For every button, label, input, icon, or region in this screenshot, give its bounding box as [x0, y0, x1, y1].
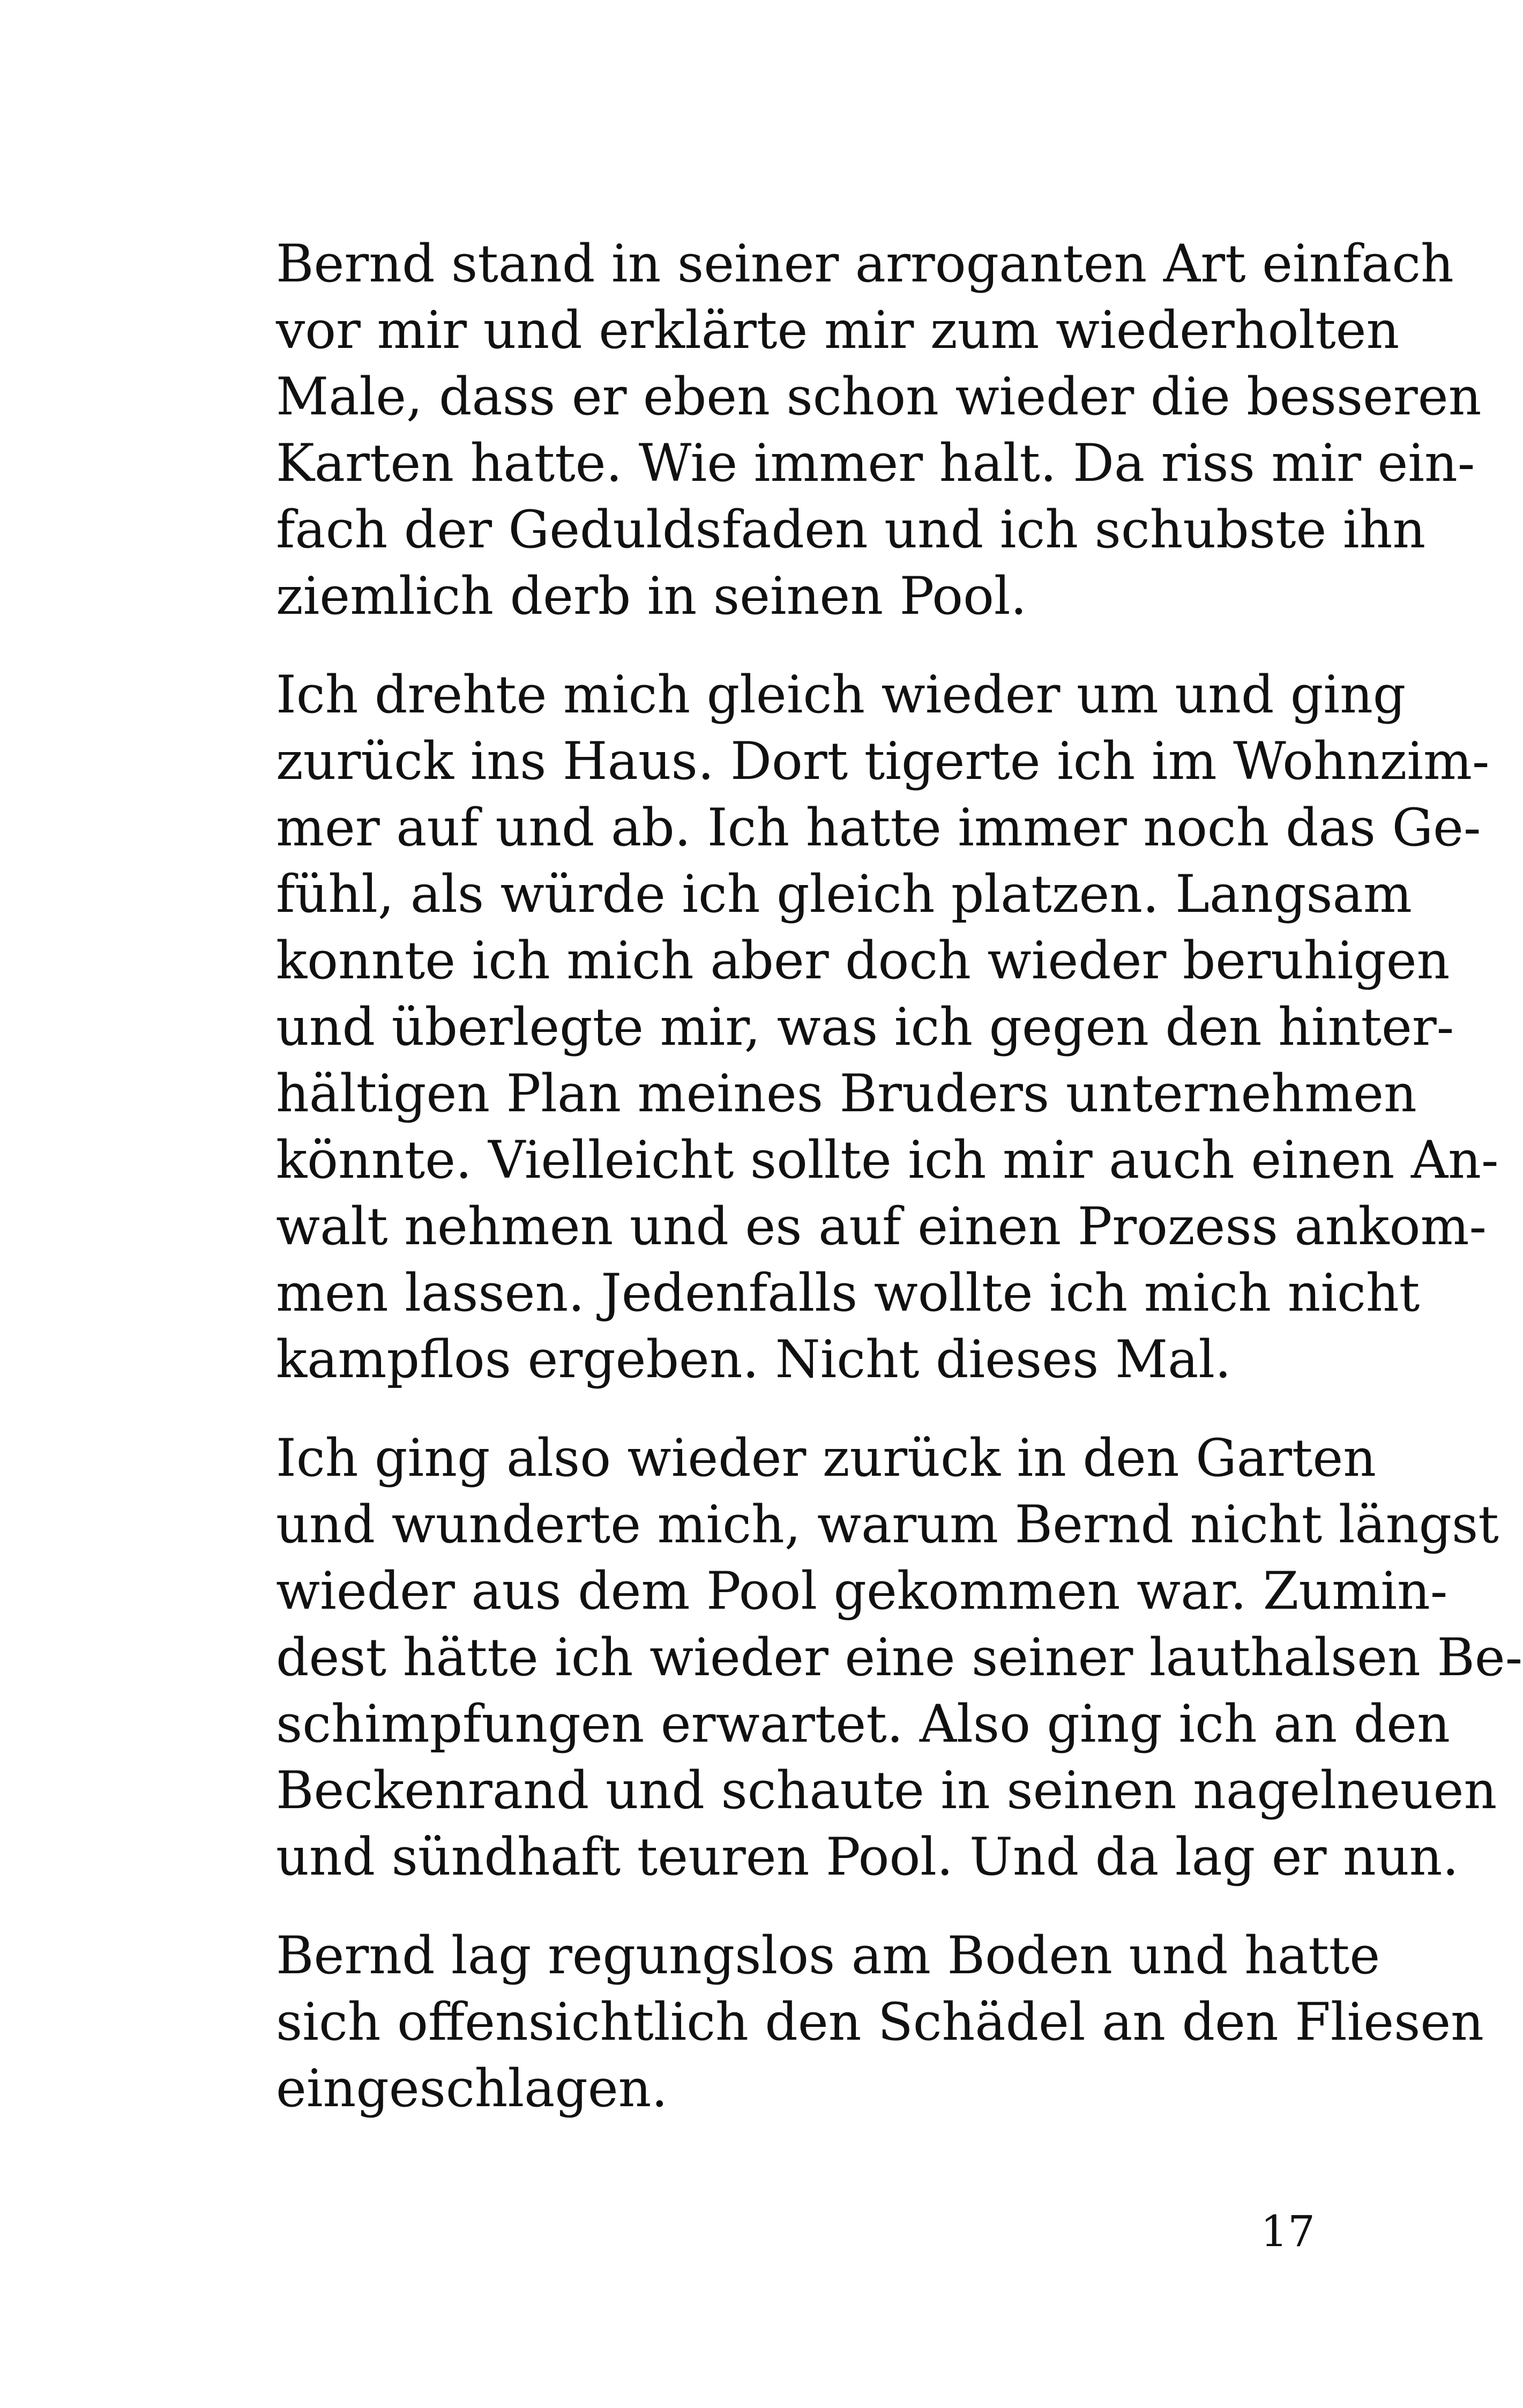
text-line: eingeschlagen. [276, 2058, 668, 2119]
text-line: ziemlich derb in seinen Pool. [276, 566, 1027, 626]
paragraph-4 [214, 1922, 1484, 2122]
paragraph-2 [214, 662, 1499, 1393]
text-line: Karten hatte. Wie immer halt. Da riss mir ein- [276, 433, 1475, 493]
text-line: Ich ging also wieder zurück in den Garten [276, 1428, 1377, 1488]
text-line: dest hätte ich wieder eine seiner lauthalsen Be- [276, 1627, 1523, 1688]
text-line: mer auf und ab. Ich hatte immer noch das Ge- [276, 798, 1481, 858]
text-line: Bernd stand in seiner arroganten Art einfach [276, 234, 1454, 294]
text-line: fach der Geduldsfaden und ich schubste ihn [276, 500, 1426, 560]
paragraph-1 [214, 231, 1482, 629]
text-line: konnte ich mich aber doch wieder beruhigen [276, 931, 1450, 991]
text-line: schimpfungen erwartet. Also ging ich an den [276, 1694, 1450, 1754]
body-text [214, 231, 1523, 2154]
text-line: Bernd lag regungslos am Boden und hatte [276, 1926, 1380, 1986]
text-line: wieder aus dem Pool gekommen war. Zumin- [276, 1561, 1448, 1621]
text-line: zurück ins Haus. Dort tigerte ich im Wohnzim- [276, 731, 1490, 791]
text-line: Ich drehte mich gleich wieder um und ging [276, 665, 1406, 725]
text-line: vor mir und erklärte mir zum wiederholten [276, 300, 1400, 360]
text-line: Beckenrand und schaute in seinen nagelneuen [276, 1760, 1497, 1820]
page-number: 17 [1260, 2206, 1315, 2256]
paragraph-3 [214, 1425, 1523, 1890]
text-line: fühl, als würde ich gleich platzen. Langsam [276, 864, 1412, 924]
text-line: men lassen. Jedenfalls wollte ich mich nicht [276, 1263, 1420, 1323]
text-line: kampflos ergeben. Nicht dieses Mal. [276, 1329, 1231, 1389]
text-line: sich offensichtlich den Schädel an den Fliesen [276, 1992, 1484, 2052]
text-line: könnte. Vielleicht sollte ich mir auch einen An- [276, 1130, 1499, 1190]
text-line: und sündhaft teuren Pool. Und da lag er nun. [276, 1827, 1459, 1887]
text-line: und überlegte mir, was ich gegen den hinter- [276, 997, 1454, 1057]
text-line: Male, dass er eben schon wieder die besseren [276, 367, 1482, 427]
text-line: und wunderte mich, warum Bernd nicht längst [276, 1495, 1499, 1555]
text-line: hältigen Plan meines Bruders unternehmen [276, 1064, 1417, 1124]
text-line: walt nehmen und es auf einen Prozess ankom- [276, 1196, 1487, 1257]
